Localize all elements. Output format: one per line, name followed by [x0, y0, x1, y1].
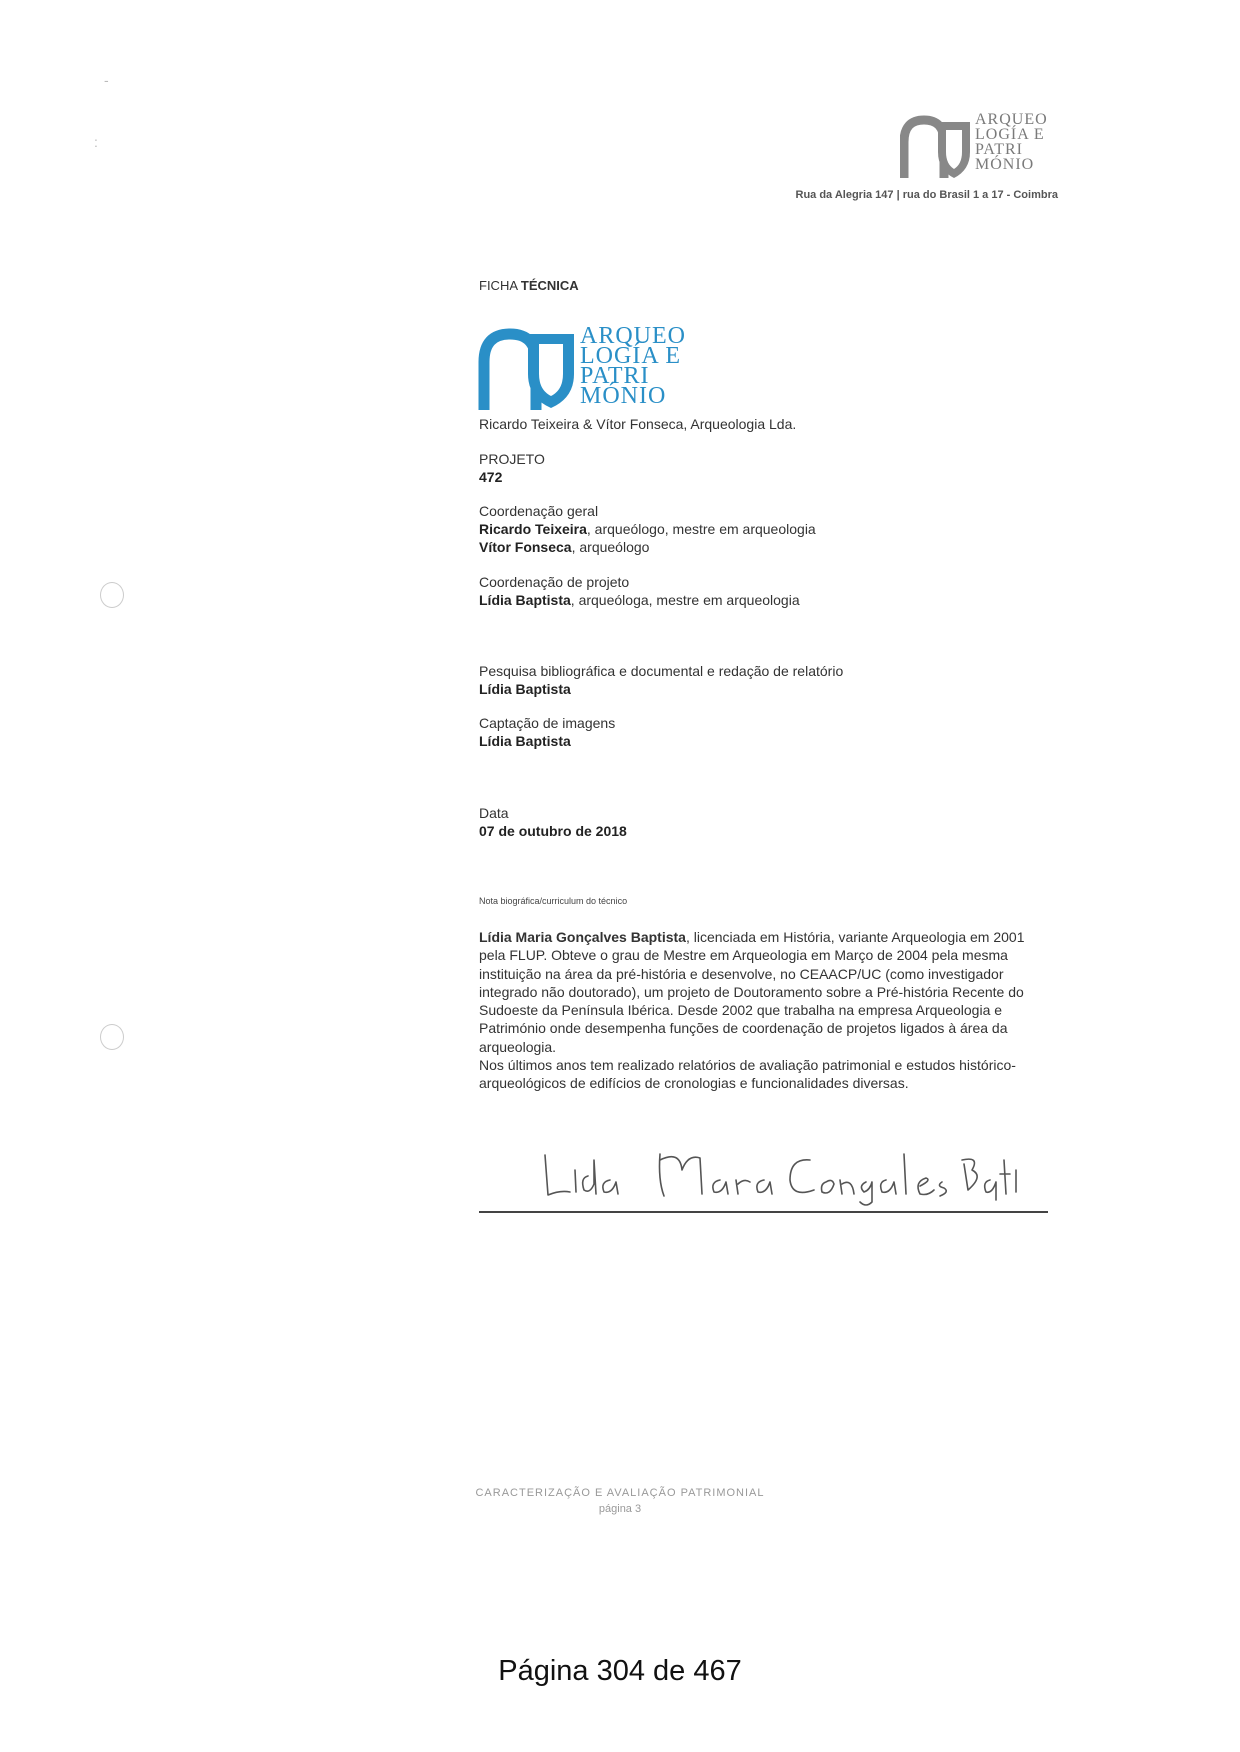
company-name: Ricardo Teixeira & Vítor Fonseca, Arqueologia Lda.	[479, 416, 797, 432]
punch-hole	[100, 1024, 124, 1050]
footer-page: página 3	[598, 1503, 642, 1515]
ficha-title	[479, 278, 579, 293]
header-logo	[900, 112, 1060, 184]
person-name: Vítor Fonseca	[479, 539, 572, 555]
projeto-label: PROJETO	[479, 451, 545, 467]
bio-text: , licenciada em História, variante Arqueologia em 2001 pela FLUP. Obteve o grau de Mestre em Arqueologia em Março de 2004 pela mesma instituição na área da pré-história e desenvolve, no CEAACP/UC (como investigador integrado não doutorado), um projeto de Doutoramento sobre a Pré-história Recente do Sudoeste da Península Ibérica. Desde 2002 que trabalha na empresa Arqueologia e Património onde desempenha funções de coordenação de projetos ligados à área da arqueologia.	[479, 929, 1025, 1055]
person-line	[479, 538, 816, 556]
logo-line: LOGÍA E	[580, 343, 681, 369]
pesquisa-block	[479, 662, 843, 698]
person-role: , arqueólogo, mestre em arqueologia	[586, 521, 816, 537]
ficha-title-bold: TÉCNICA	[520, 278, 579, 293]
logo-line: ARQUEO	[975, 111, 1048, 128]
logo-line: ARQUEO	[580, 323, 686, 349]
data-block	[479, 804, 627, 840]
bio-text-2: Nos últimos anos tem realizado relatórios de avaliação patrimonial e estudos histórico-arqueológicos de edifícios de cronologias e funcionalidades diversas.	[479, 1057, 1016, 1092]
person-line	[479, 591, 800, 609]
logo-line: PATRI	[580, 363, 650, 389]
header-logo-text	[975, 112, 1048, 172]
company-logo-text	[580, 323, 686, 409]
handwritten-signature	[540, 1140, 1020, 1210]
logo-line: MÓNIO	[975, 156, 1035, 173]
coordenacao-geral-label: Coordenação geral	[479, 503, 599, 519]
nota-title: Nota biográfica/curriculum do técnico	[479, 896, 628, 906]
logo-line: MÓNIO	[580, 383, 667, 409]
pesquisa-label: Pesquisa bibliográfica e documental e redação de relatório	[479, 663, 844, 679]
coordenacao-projeto-label: Coordenação de projeto	[479, 574, 630, 590]
person-role: , arqueóloga, mestre em arqueologia	[570, 592, 800, 608]
scan-mark: :	[94, 134, 98, 150]
person-name: Lídia Baptista	[479, 592, 571, 608]
captacao-label: Captação de imagens	[479, 715, 616, 731]
page-number: Página 304 de 467	[498, 1655, 742, 1687]
person-role: , arqueólogo	[571, 539, 650, 555]
coordenacao-geral-block	[479, 502, 816, 556]
ficha-prefix: FICHA	[479, 278, 518, 293]
footer-title: CARACTERIZAÇÃO E AVALIAÇÃO PATRIMONIAL	[475, 1487, 765, 1499]
logo-line: PATRI	[975, 141, 1023, 158]
punch-hole	[100, 582, 124, 608]
projeto-value: 472	[479, 469, 503, 485]
header-address: Rua da Alegria 147 | rua do Brasil 1 a 17 - Coimbra	[795, 189, 1058, 201]
captacao-name: Lídia Baptista	[479, 733, 571, 749]
person-line	[479, 520, 816, 538]
data-value: 07 de outubro de 2018	[479, 823, 627, 839]
person-name: Ricardo Teixeira	[479, 521, 587, 537]
bio-name: Lídia Maria Gonçalves Baptista	[479, 929, 686, 945]
company-logo-icon	[478, 326, 578, 412]
captacao-block	[479, 714, 615, 750]
signature-line	[479, 1211, 1048, 1213]
bio-paragraph	[479, 928, 1049, 1093]
company-logo	[478, 323, 718, 412]
logo-line: LOGÍA E	[975, 126, 1045, 143]
coordenacao-projeto-block	[479, 573, 800, 609]
scan-mark: -	[104, 72, 109, 88]
pesquisa-name: Lídia Baptista	[479, 681, 571, 697]
data-label: Data	[479, 805, 509, 821]
header-logo-icon	[900, 112, 972, 182]
projeto-block	[479, 450, 545, 486]
